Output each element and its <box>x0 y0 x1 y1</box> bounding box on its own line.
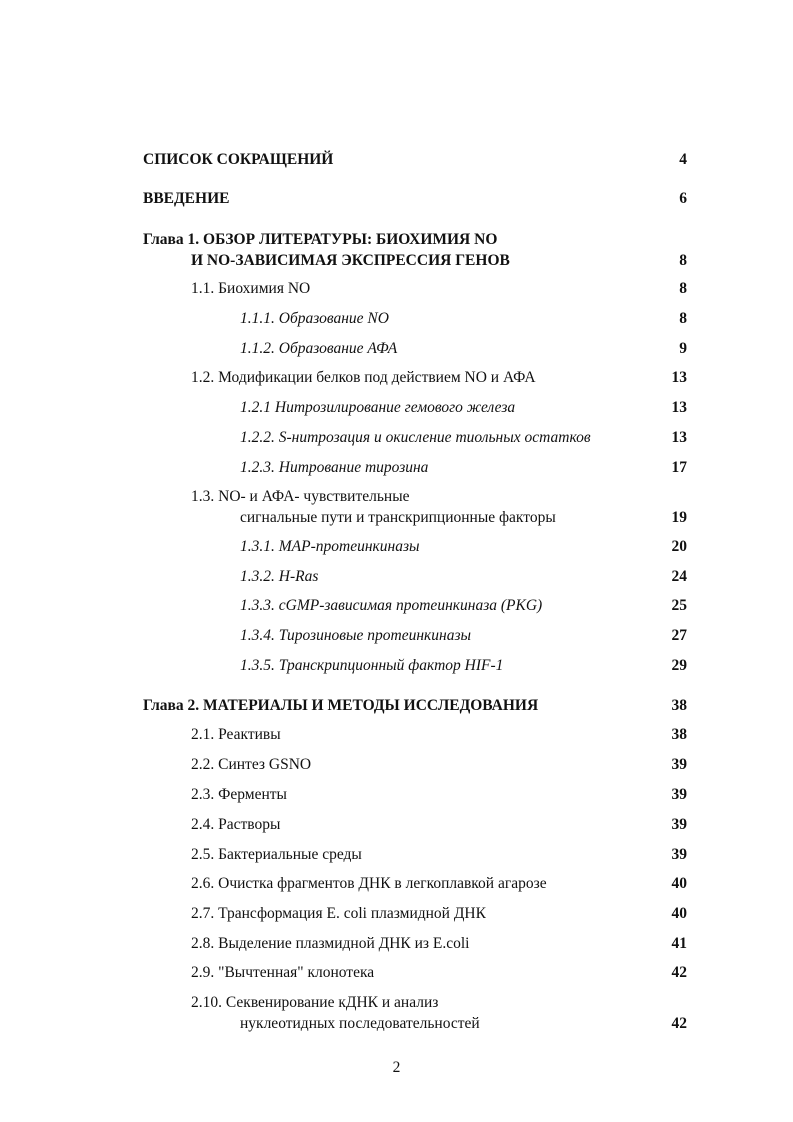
toc-entry-title: 1.1.2. Образование АФА <box>240 340 398 357</box>
toc-entry-title: 1.3.3. cGMP-зависимая протеинкиназа (PKG) <box>240 597 543 614</box>
toc-entry-page: 38 <box>671 697 687 714</box>
toc-entry-page: 40 <box>671 875 687 892</box>
toc-entry-title: 2.5. Бактериальные среды <box>191 846 362 863</box>
toc-entry-title: 2.8. Выделение плазмидной ДНК из E.coli <box>191 935 470 952</box>
toc-entry-page: 13 <box>671 399 687 416</box>
toc-entry-title: 1.2.2. S-нитрозация и окисление тиольных остатков <box>240 429 591 446</box>
toc-entry-page: 8 <box>679 280 687 297</box>
toc-entry-title: СПИСОК СОКРАЩЕНИЙ <box>143 151 334 168</box>
toc-entry-title: И NO-ЗАВИСИМАЯ ЭКСПРЕССИЯ ГЕНОВ <box>191 252 510 269</box>
toc-entry-page: 24 <box>671 568 687 585</box>
toc-entry-title: 1.2.3. Нитрование тирозина <box>240 459 429 476</box>
toc-entry-page: 39 <box>671 786 687 803</box>
toc-entry-title: 1.2. Модификации белков под действием NO и АФА <box>191 369 536 386</box>
toc-entry-page: 20 <box>671 538 687 555</box>
toc-entry-page: 27 <box>671 627 687 644</box>
toc-entry-page: 25 <box>671 597 687 614</box>
toc-entry-title: 2.7. Трансформация E. coli плазмидной ДНК <box>191 905 486 922</box>
toc-entry-page: 13 <box>671 429 687 446</box>
toc-entry-title: 2.2. Синтез GSNO <box>191 756 312 773</box>
toc-entry-page: 38 <box>671 726 687 743</box>
toc-entry-page: 6 <box>679 190 687 207</box>
toc-entry-title: 1.3.2. H-Ras <box>240 568 319 585</box>
toc-entry-title: 2.6. Очистка фрагментов ДНК в легкоплавкой агарозе <box>191 875 547 892</box>
toc-entry-page: 42 <box>671 964 687 981</box>
toc-entry-title: сигнальные пути и транскрипционные факторы <box>240 509 556 526</box>
toc-entry-title: 2.9. "Вычтенная" клонотека <box>191 964 375 981</box>
toc-entry-title: нуклеотидных последовательностей <box>240 1015 480 1032</box>
toc-entry-page: 19 <box>671 509 687 526</box>
toc-entry-title: 2.10. Секвенирование кДНК и анализ <box>191 994 439 1011</box>
toc-entry-title: ВВЕДЕНИЕ <box>143 190 230 207</box>
toc-entry-title: 1.1.1. Образование NO <box>240 310 389 327</box>
page-number: 2 <box>392 1059 401 1076</box>
toc-entry-page: 4 <box>679 151 687 168</box>
toc-entry-page: 8 <box>679 310 687 327</box>
toc-entry-title: 1.3.1. МАР-протеинкиназы <box>240 538 420 555</box>
toc-entry-title: 2.1. Реактивы <box>191 726 281 743</box>
toc-entry-title: 1.3. NO- и АФА- чувствительные <box>191 488 410 505</box>
toc-entry-title: 2.4. Растворы <box>191 816 281 833</box>
toc-entry-page: 39 <box>671 756 687 773</box>
toc-entry-title: Глава 1. ОБЗОР ЛИТЕРАТУРЫ: БИОХИМИЯ NO <box>143 231 498 248</box>
toc-entry-page: 42 <box>671 1015 687 1032</box>
toc-entry-page: 40 <box>671 905 687 922</box>
toc-entry-page: 17 <box>671 459 687 476</box>
toc-entry-page: 39 <box>671 816 687 833</box>
toc-entry-title: 2.3. Ферменты <box>191 786 287 803</box>
toc-entry-title: 1.1. Биохимия NO <box>191 280 311 297</box>
toc-entry-title: Глава 2. МАТЕРИАЛЫ И МЕТОДЫ ИССЛЕДОВАНИЯ <box>143 697 539 714</box>
toc-entry-page: 13 <box>671 369 687 386</box>
toc-entry-title: 1.3.5. Транскрипционный фактор HIF-1 <box>240 657 504 674</box>
toc-entry-page: 39 <box>671 846 687 863</box>
toc-entry-title: 1.3.4. Тирозиновые протеинкиназы <box>240 627 472 644</box>
toc-entry-page: 9 <box>679 340 687 357</box>
toc-entry-page: 8 <box>679 252 687 269</box>
toc-entry-page: 29 <box>671 657 687 674</box>
toc-entry-page: 41 <box>671 935 687 952</box>
toc-entry-title: 1.2.1 Нитрозилирование гемового железа <box>240 399 516 416</box>
